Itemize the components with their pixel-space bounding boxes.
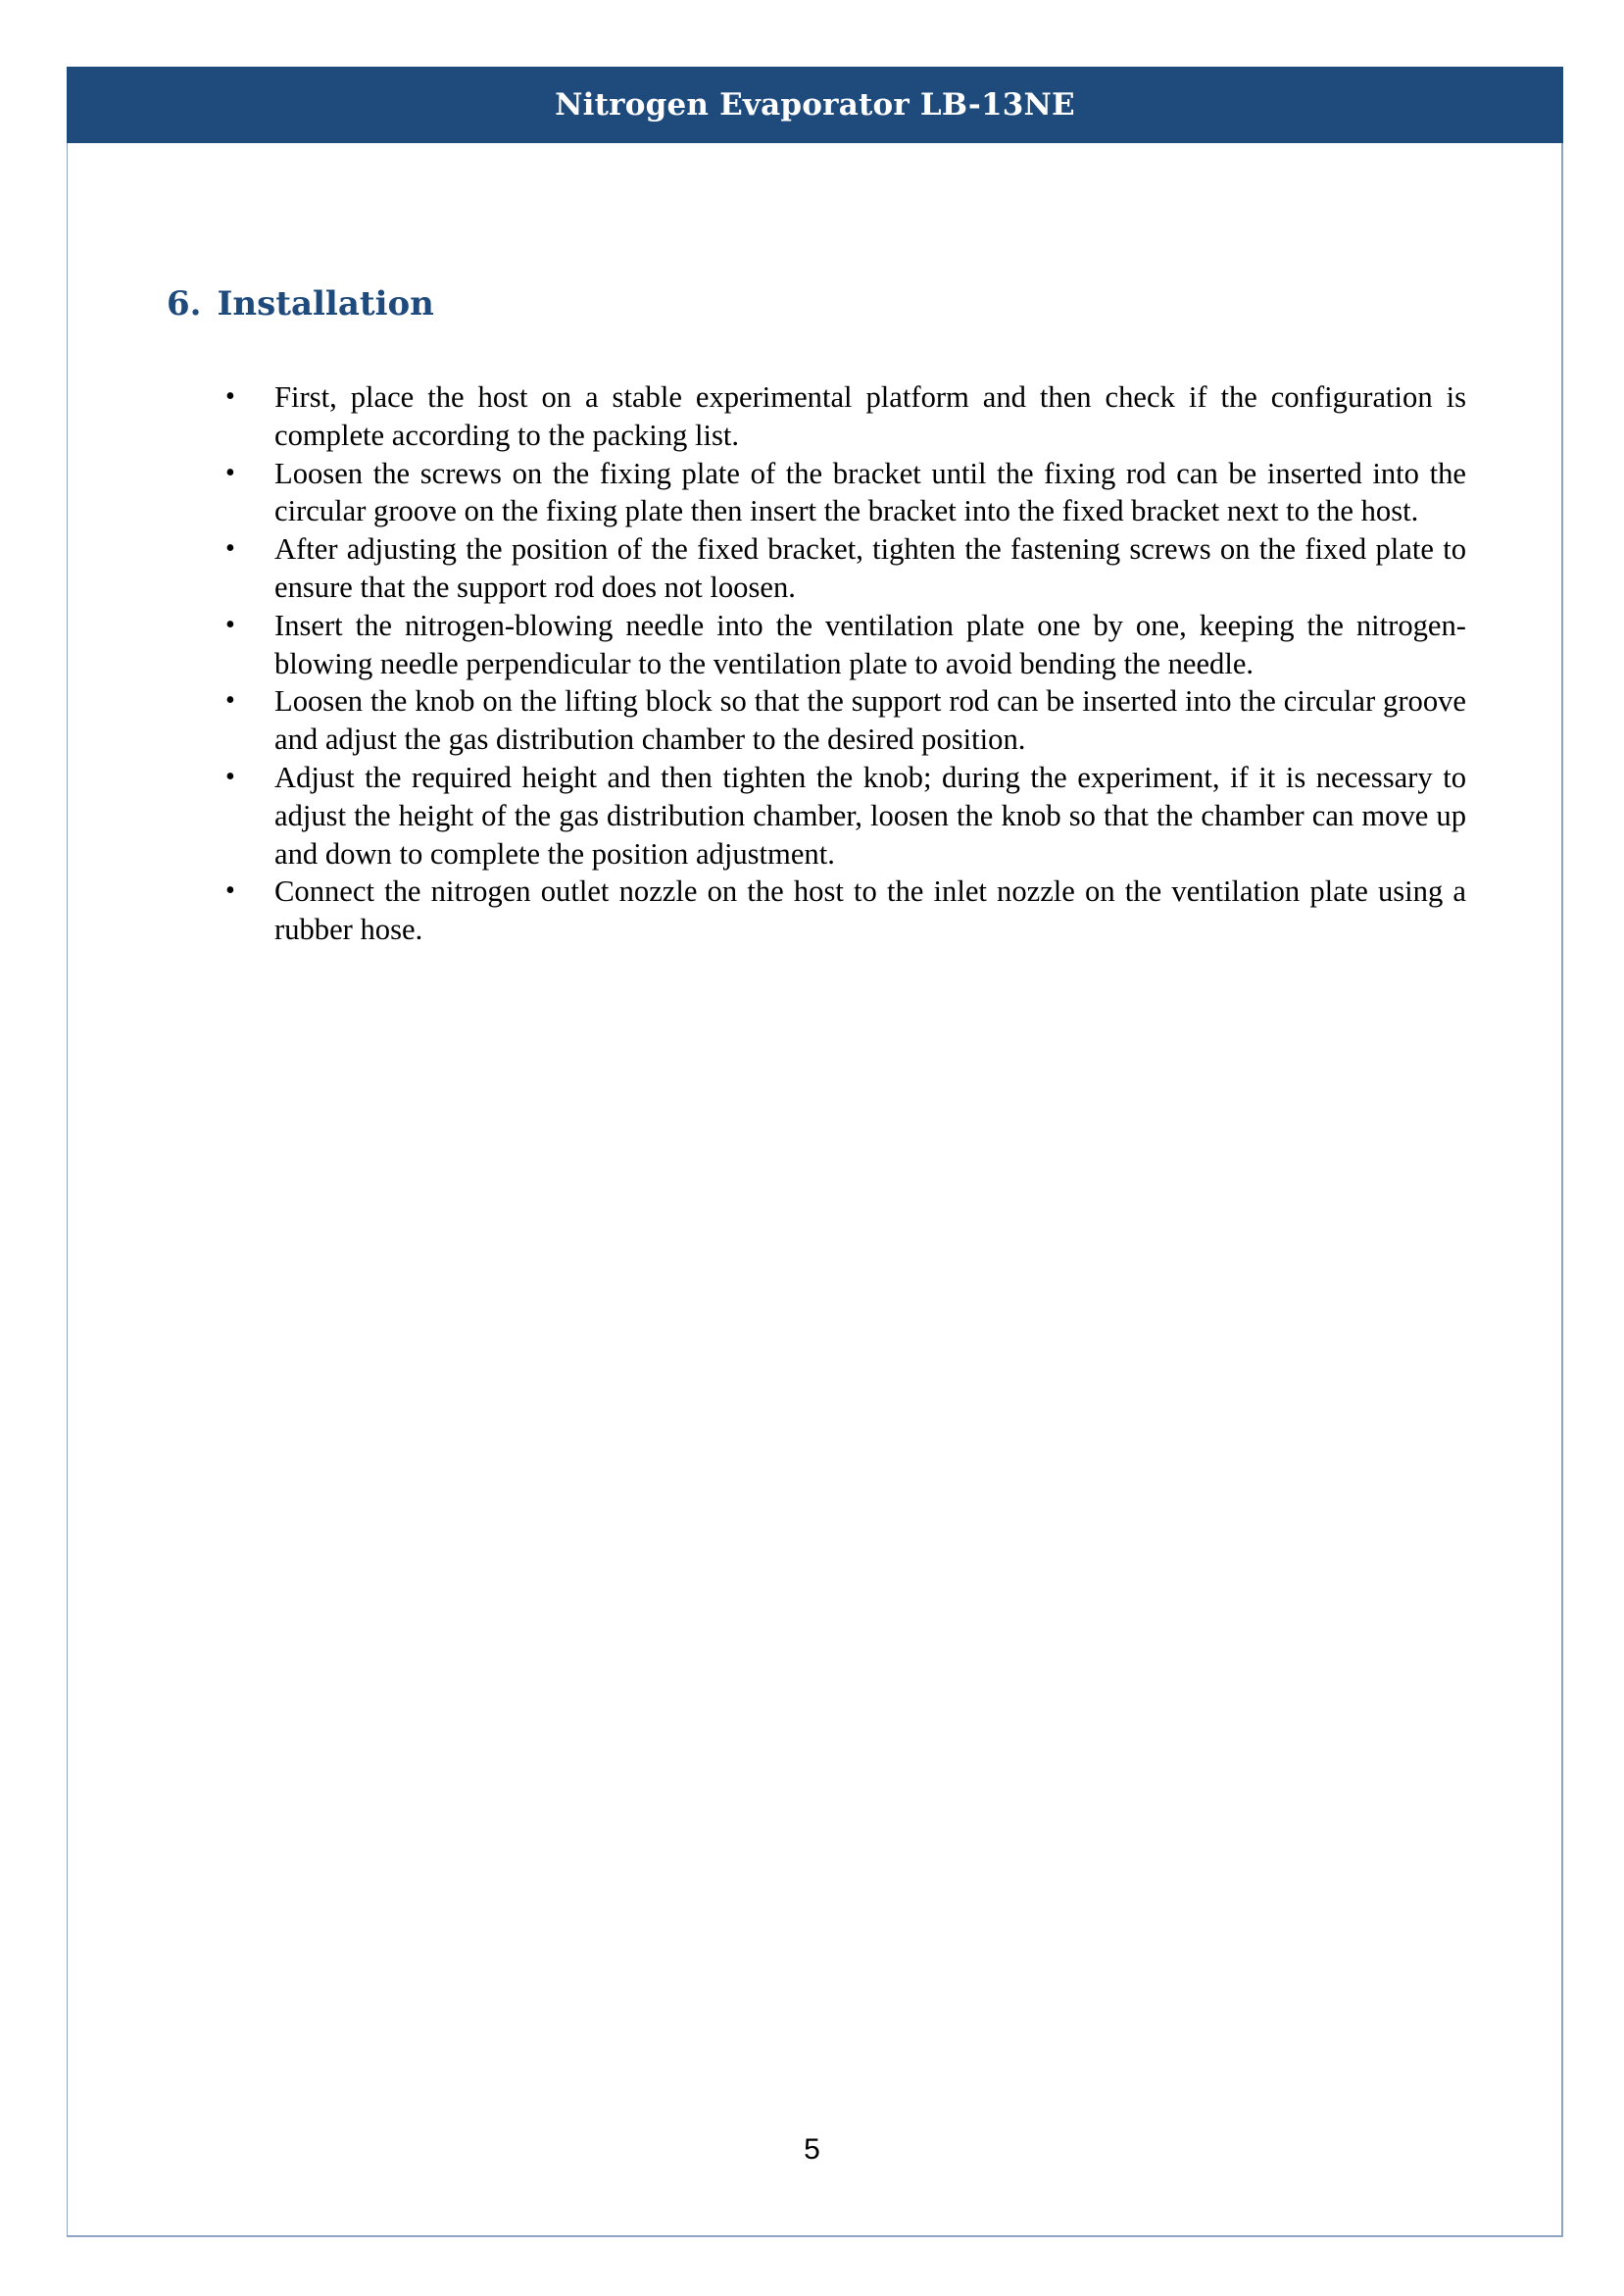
bullet-icon: • <box>225 761 235 792</box>
bullet-icon: • <box>225 457 235 488</box>
document-header-bar <box>67 67 1563 143</box>
bullet-icon: • <box>225 533 235 565</box>
bullet-icon: • <box>225 609 235 640</box>
document-title: Nitrogen Evaporator LB-13NE <box>555 87 1075 123</box>
list-item <box>223 378 1466 455</box>
bullet-icon: • <box>225 685 235 717</box>
list-item <box>223 530 1466 607</box>
list-item <box>223 682 1466 759</box>
bullet-icon: • <box>225 381 235 412</box>
list-item-text: First, place the host on a stable experimental platform and then check if the configuration is complete according to the packing list. <box>274 380 1466 452</box>
list-item <box>223 873 1466 949</box>
installation-steps-list <box>223 378 1466 949</box>
list-item-text: Loosen the screws on the fixing plate of the bracket until the fixing rod can be inserted into the circular groove on the fixing plate then insert the bracket into the fixed bracket next to the host. <box>274 456 1466 528</box>
list-item-text: Insert the nitrogen-blowing needle into the ventilation plate one by one, keeping the nitrogen-blowing needle perpendicular to the ventilation plate to avoid bending the needle. <box>274 608 1466 680</box>
list-item <box>223 759 1466 873</box>
list-item-text: Loosen the knob on the lifting block so that the support rod can be inserted into the circular groove and adjust the gas distribution chamber to the desired position. <box>274 684 1466 757</box>
list-item-text: Connect the nitrogen outlet nozzle on the host to the inlet nozzle on the ventilation plate using a rubber hose. <box>274 874 1466 947</box>
list-item <box>223 455 1466 531</box>
section-heading <box>167 284 434 324</box>
section-title: Installation <box>217 284 434 324</box>
bullet-icon: • <box>225 875 235 907</box>
list-item-text: After adjusting the position of the fixed bracket, tighten the fastening screws on the fixed plate to ensure that the support rod does not loosen. <box>274 532 1466 604</box>
list-item <box>223 607 1466 683</box>
page-number: 5 <box>804 2133 820 2166</box>
section-number: 6. <box>167 284 202 324</box>
list-item-text: Adjust the required height and then tighten the knob; during the experiment, if it is necessary to adjust the height of the gas distribution chamber, loosen the knob so that the chamber can move up and down to complete the position adjustment. <box>274 760 1466 871</box>
